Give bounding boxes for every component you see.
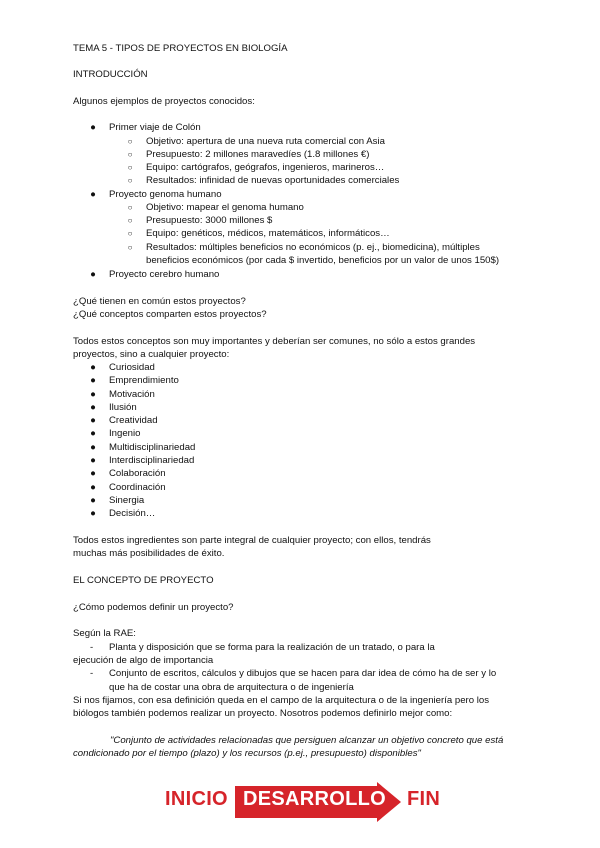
list-item: ● Decisión…	[90, 508, 156, 519]
list-item: ● Creatividad	[90, 415, 158, 426]
paragraph-line: Todos estos ingredientes son parte integral de cualquier proyecto; con ellos, tendrás	[73, 535, 431, 546]
circle-bullet-icon: ○	[127, 243, 133, 252]
banner-inicio: INICIO	[165, 788, 228, 810]
bullet-icon: ●	[90, 455, 96, 466]
bullet-icon: ●	[90, 362, 96, 373]
question: ¿Qué conceptos comparten estos proyectos?	[73, 309, 267, 320]
paragraph-line: Todos estos conceptos son muy importantes y deberían ser comunes, no sólo a estos grandes	[73, 336, 476, 347]
list-item: ● Emprendimiento	[90, 375, 179, 386]
quote-line: condicionado por el tiempo (plazo) y los recursos (p.ej., presupuesto) disponibles"	[73, 748, 421, 759]
circle-bullet-icon: ○	[127, 137, 133, 146]
list-item: ● Sinergia	[90, 495, 145, 506]
list-item	[0, 122, 600, 134]
sub-list-item: ○ Presupuesto: 2 millones maravedíes (1.8 millones €)	[127, 149, 370, 160]
paragraph-line: muchas más posibilidades de éxito.	[73, 548, 225, 559]
circle-bullet-icon: ○	[127, 203, 133, 212]
doc-title: TEMA 5 - TIPOS DE PROYECTOS EN BIOLOGÍA	[73, 43, 288, 54]
bullet-icon: ●	[90, 442, 96, 453]
sub-list-item: ○ Presupuesto: 3000 millones $	[127, 215, 273, 226]
sub-list-item: ○ Equipo: genéticos, médicos, matemáticos, informáticos…	[127, 228, 390, 239]
dash-list-item: - Conjunto de escritos, cálculos y dibujos que se hacen para dar idea de cómo ha de ser y lo	[90, 668, 497, 679]
circle-bullet-icon: ○	[127, 150, 133, 159]
list-item: ● Interdisciplinariedad	[90, 455, 195, 466]
list-item: ● Coordinación	[90, 482, 166, 493]
sub-list-item: ○ Equipo: cartógrafos, geógrafos, ingenieros, marineros…	[127, 162, 385, 173]
sub-list-item-continuation: beneficios económicos (por cada $ invertido, beneficios por un valor de unos 150$)	[146, 255, 500, 266]
banner-fin: FIN	[407, 788, 441, 810]
bullet-icon: ●	[90, 508, 96, 519]
circle-bullet-icon: ○	[127, 176, 133, 185]
paragraph-line: biólogos también podemos realizar un proyecto. Nosotros podemos definirlo mejor como:	[73, 708, 453, 719]
progress-banner	[165, 782, 455, 822]
rae-intro: Según la RAE:	[73, 628, 136, 639]
project-name: Proyecto cerebro humano	[109, 269, 220, 280]
question: ¿Cómo podemos definir un proyecto?	[73, 602, 234, 613]
project-name: Proyecto genoma humano	[109, 189, 222, 200]
bullet-icon: ●	[90, 482, 96, 493]
list-item: ● Motivación	[90, 389, 155, 400]
bullet-icon: ●	[90, 122, 96, 133]
question: ¿Qué tienen en común estos proyectos?	[73, 296, 246, 307]
bullet-icon: ●	[90, 375, 96, 386]
section-heading-intro: INTRODUCCIÓN	[73, 69, 148, 80]
sub-list-item: ○ Resultados: múltiples beneficios no económicos (p. ej., biomedicina), múltiples	[127, 242, 480, 253]
dash-bullet: -	[90, 642, 94, 653]
quote-line: "Conjunto de actividades relacionadas que persiguen alcanzar un objetivo concreto que está	[110, 735, 504, 746]
list-item	[0, 189, 600, 201]
list-item: ● Ingenio	[90, 428, 141, 439]
project-name: Primer viaje de Colón	[109, 122, 201, 133]
section-heading-concept: EL CONCEPTO DE PROYECTO	[73, 575, 214, 586]
dash-list-item: - Planta y disposición que se forma para la realización de un tratado, o para la	[90, 642, 435, 653]
bullet-icon: ●	[90, 269, 96, 280]
circle-bullet-icon: ○	[127, 163, 133, 172]
sub-list-item: ○ Objetivo: apertura de una nueva ruta comercial con Asia	[127, 136, 385, 147]
sub-list-item: ○ Objetivo: mapear el genoma humano	[127, 202, 304, 213]
circle-bullet-icon: ○	[127, 229, 133, 238]
dash-list-item-continuation: que ha de costar una obra de arquitectura o de ingeniería	[109, 682, 354, 693]
bullet-icon: ●	[90, 402, 96, 413]
bullet-icon: ●	[90, 415, 96, 426]
bullet-icon: ●	[90, 495, 96, 506]
examples-intro: Algunos ejemplos de proyectos conocidos:	[73, 96, 255, 107]
list-item: ● Colaboración	[90, 468, 166, 479]
bullet-icon: ●	[90, 189, 96, 200]
list-item: ● Curiosidad	[90, 362, 155, 373]
sub-list-item: ○ Resultados: infinidad de nuevas oportunidades comerciales	[127, 175, 400, 186]
bullet-icon: ●	[90, 428, 96, 439]
bullet-icon: ●	[90, 389, 96, 400]
banner-desarrollo: DESARROLLO	[243, 788, 386, 810]
paragraph-line: proyectos, sino a cualquier proyecto:	[73, 349, 230, 360]
list-item: ● Ilusión	[90, 402, 137, 413]
paragraph-line: ejecución de algo de importancia	[73, 655, 214, 666]
list-item	[0, 269, 600, 281]
list-item: ● Multidisciplinariedad	[90, 442, 196, 453]
paragraph-line: Si nos fijamos, con esa definición queda en el campo de la arquitectura o de la ingeniería pero los	[73, 695, 489, 706]
dash-bullet: -	[90, 668, 94, 679]
circle-bullet-icon: ○	[127, 216, 133, 225]
bullet-icon: ●	[90, 468, 96, 479]
